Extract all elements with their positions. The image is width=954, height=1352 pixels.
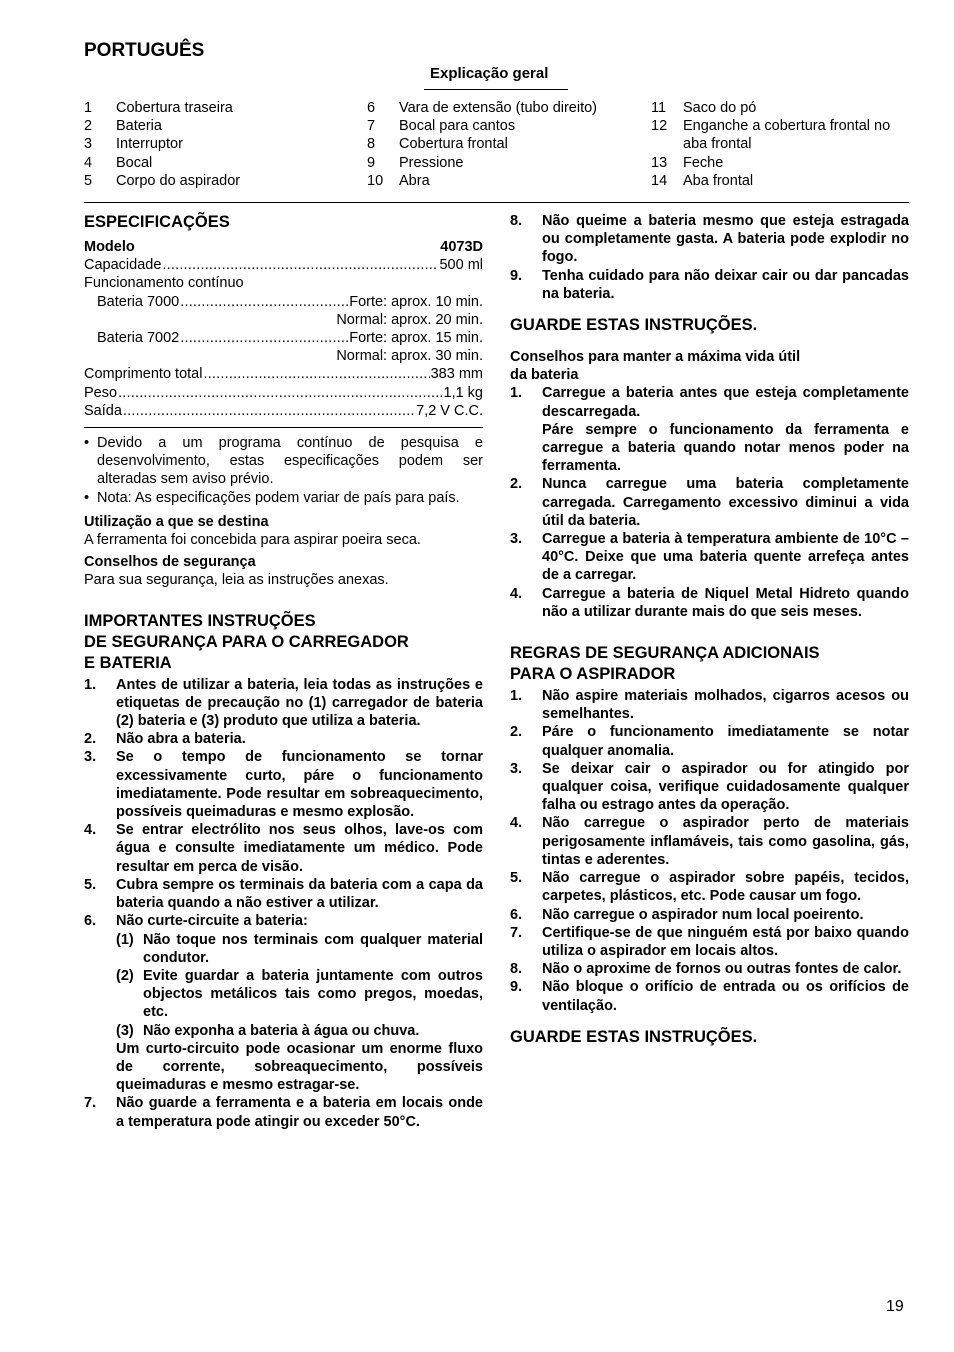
part-item: 12 Enganche a cobertura frontal no aba frontal: [651, 118, 891, 153]
battery-life-item: 1. Carregue a bateria antes que esteja completamente descarregada.: [510, 385, 909, 420]
charger-safety-item: 2. Não abra a bateria.: [84, 731, 246, 748]
part-item: 2 Bateria: [84, 118, 162, 135]
part-item: 4 Bocal: [84, 154, 153, 171]
part-item: 3 Interruptor: [84, 136, 183, 153]
part-item: 1 Cobertura traseira: [84, 100, 233, 116]
short-circuit-subitem: (1) Não toque nos terminais com qualquer material condutor.: [116, 931, 483, 966]
safety-tips-heading: Conselhos de segurança: [84, 554, 256, 571]
part-item: 13 Feche: [651, 154, 724, 171]
short-circuit-subitem: (3) Não exponha a bateria à água ou chuva.: [116, 1022, 420, 1039]
short-circuit-subitem: (2) Evite guardar a bateria juntamente com outros objectos metálicos tais como pregos, moedas, etc.: [116, 967, 483, 1021]
charger-safety-item: 6. Não curte-circuite a bateria:: [84, 913, 308, 930]
vacuum-rules-heading: REGRAS DE SEGURANÇA ADICIONAIS PARA O ASPIRADOR: [510, 644, 820, 684]
spec-length-row: Comprimento total ..... 383 mm: [84, 365, 483, 383]
charger-safety-item: 1. Antes de utilizar a bateria, leia todas as instruções e etiquetas de precaução no (1) carregador de bateria (2) bateria e (3) produto que utiliza a bateria.: [84, 676, 483, 730]
spec-battery1-row: Bateria 7000 ..... Forte: aprox. 10 min.: [84, 293, 483, 311]
spec-output-row: Saída ..... 7,2 V C.C.: [84, 402, 483, 420]
vacuum-rule-item: 5. Não carregue o aspirador sobre papéis, tecidos, carpetes, plásticos, etc. Pode causar um fogo.: [510, 870, 909, 905]
part-item: 11 Saco do pó: [651, 100, 757, 116]
charger-safety-item: 5. Cubra sempre os terminais da bateria com a capa da bateria quando a não estiver a utilizar.: [84, 876, 483, 912]
charger-safety-heading: IMPORTANTES INSTRUÇÕES DE SEGURANÇA PARA O CARREGADOR E BATERIA: [84, 611, 409, 672]
keep-instructions-heading: GUARDE ESTAS INSTRUÇÕES.: [510, 1027, 758, 1046]
left-column: [84, 212, 483, 1131]
battery-life-extra: Páre sempre o funcionamento da ferramenta e carregue a bateria quando notar menos poder na ferramenta.: [542, 421, 909, 475]
vacuum-rule-item: 1. Não aspire materiais molhados, cigarros acesos ou semelhantes.: [510, 688, 909, 723]
part-item: 8 Cobertura frontal: [367, 136, 508, 153]
vacuum-rule-item: 7. Certifique-se de que ninguém está por baixo quando utiliza o aspirador em locais altos.: [510, 924, 909, 959]
spec-capacity-row: Capacidade ..... 500 ml: [84, 256, 483, 274]
parts-column-1: [84, 99, 354, 190]
short-circuit-note: Um curto-circuito pode ocasionar um enorme fluxo de corrente, sobreaquecimento, possíveis queimaduras e mesmo estragar-se.: [116, 1040, 483, 1094]
battery-life-heading: Conselhos para manter a máxima vida útil da bateria: [510, 349, 801, 384]
vacuum-rule-item: 4. Não carregue o aspirador perto de materiais perigosamente inflamáveis, tais como gasolina, gás, tintas e aderentes.: [510, 815, 909, 868]
intended-use-heading: Utilização a que se destina: [84, 513, 269, 530]
part-item: 9 Pressione: [367, 154, 464, 171]
general-explanation-title: Explicação geral: [430, 65, 549, 82]
intended-use-text: A ferramenta foi concebida para aspirar poeira seca.: [84, 532, 421, 549]
vacuum-rule-item: 8. Não o aproxime de fornos ou outras fontes de calor.: [510, 961, 902, 978]
keep-instructions-heading: GUARDE ESTAS INSTRUÇÕES.: [510, 316, 758, 335]
battery-life-item: 3. Carregue a bateria à temperatura ambiente de 10°C – 40°C. Deixe que uma bateria quente arrefeça antes de a carregar.: [510, 531, 909, 584]
section-divider: [84, 202, 909, 203]
specs-divider: [84, 427, 483, 428]
spec-note: • Nota: As especificações podem variar de país para país.: [84, 489, 460, 506]
charger-safety-item: 7. Não guarde a ferramenta e a bateria em locais onde a temperatura pode atingir ou exceder 50°C.: [84, 1095, 483, 1130]
spec-battery1-normal: Normal: aprox. 20 min.: [336, 311, 483, 328]
part-item: 10 Abra: [367, 172, 430, 189]
battery-life-item: 4. Carregue a bateria de Niquel Metal Hidreto quando não a utilizar durante mais do que seis meses.: [510, 585, 909, 620]
spec-note: • Devido a um programa contínuo de pesquisa e desenvolvimento, estas especificações podem ser alteradas sem aviso prévio.: [84, 435, 483, 488]
part-item: 5 Corpo do aspirador: [84, 172, 241, 189]
specs-heading: ESPECIFICAÇÕES: [84, 213, 230, 231]
spec-weight-row: Peso ..... 1,1 kg: [84, 384, 483, 402]
right-column: [510, 212, 909, 1048]
title-underline: [424, 89, 568, 90]
vacuum-rule-item: 3. Se deixar cair o aspirador ou for atingido por qualquer coisa, verifique cuidadosamente qualquer falha ou estrago antes da operação.: [510, 760, 909, 814]
charger-safety-item: 8. Não queime a bateria mesmo que esteja estragada ou completamente gasta. A bateria pode explodir no fogo.: [510, 213, 909, 266]
spec-battery2-row: Bateria 7002 ..... Forte: aprox. 15 min.: [84, 329, 483, 347]
parts-column-2: [367, 99, 647, 190]
charger-safety-item: 9. Tenha cuidado para não deixar cair ou dar pancadas na bateria.: [510, 267, 909, 302]
page-number: 19: [886, 1298, 904, 1315]
spec-continuous-label: Funcionamento contínuo: [84, 275, 244, 292]
charger-safety-item: 4. Se entrar electrólito nos seus olhos, lave-os com água e consulte imediatamente um médico. Pode resultar em perca de visão.: [84, 822, 483, 875]
parts-column-3: [651, 99, 909, 190]
battery-life-item: 2. Nunca carregue uma bateria completamente carregada. Carregamento excessivo diminui a vida útil da bateria.: [510, 476, 909, 529]
language-heading: PORTUGUÊS: [84, 40, 205, 61]
part-item: 7 Bocal para cantos: [367, 118, 516, 135]
vacuum-rule-item: 6. Não carregue o aspirador num local poeirento.: [510, 906, 864, 923]
spec-model-row: Modelo 4073D: [84, 239, 483, 255]
spec-battery2-normal: Normal: aprox. 30 min.: [336, 348, 483, 365]
charger-safety-item: 3. Se o tempo de funcionamento se tornar excessivamente curto, páre o funcionamento imediatamente. Pode resultar em sobreaquecimento, possíveis queimaduras e mesmo explosão.: [84, 749, 483, 821]
vacuum-rule-item: 2. Páre o funcionamento imediatamente se notar qualquer anomalia.: [510, 724, 909, 759]
safety-tips-text: Para sua segurança, leia as instruções anexas.: [84, 572, 389, 589]
part-item: 14 Aba frontal: [651, 172, 754, 189]
part-item: 6 Vara de extensão (tubo direito): [367, 100, 598, 116]
vacuum-rule-item: 9. Não bloque o orifício de entrada ou os orifícios de ventilação.: [510, 979, 909, 1014]
